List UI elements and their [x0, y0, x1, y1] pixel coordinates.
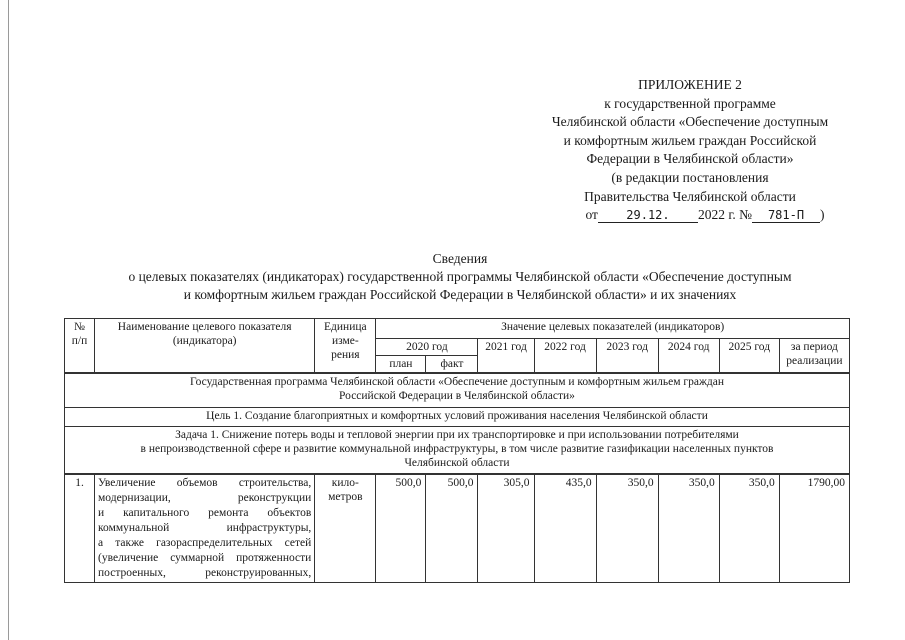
header-year-2020: 2020 год: [376, 339, 478, 356]
header-unit-line: рения: [331, 349, 360, 361]
header-num-line: №: [74, 321, 85, 333]
header-period: [779, 339, 849, 374]
table-row: [65, 474, 850, 583]
indicator-name-line: Увеличение объемов строительства,: [98, 477, 312, 489]
header-year: 2021 год: [478, 339, 534, 374]
program-title-line: Государственная программа Челябинской области «Обеспечение доступным и комфортным жильем граждан: [189, 376, 725, 388]
value-2024: 350,0: [658, 474, 719, 583]
header-year: 2024 год: [658, 339, 719, 374]
value-2022: 435,0: [534, 474, 596, 583]
appendix-line: к государственной программе: [604, 95, 776, 111]
goal-row: [65, 407, 850, 426]
header-name-line: (индикатора): [172, 335, 237, 347]
header-unit: [315, 319, 376, 374]
header-unit-line: изме-: [331, 335, 359, 347]
header-name: [95, 319, 315, 374]
appendix-date-line: [520, 206, 860, 225]
document-heading: [60, 250, 860, 305]
indicator-name-line: коммунальной инфраструктуры,: [98, 522, 312, 534]
header-values-group: Значение целевых показателей (индикаторов): [376, 319, 850, 339]
program-row: [65, 373, 850, 407]
program-title-cell: [65, 373, 850, 407]
header-name-line: Наименование целевого показателя: [117, 321, 292, 333]
value-2025: 350,0: [719, 474, 779, 583]
indicator-name-line: построенных, реконструированных,: [98, 567, 312, 579]
heading-title: Сведения: [432, 251, 488, 266]
header-plan: план: [376, 356, 426, 374]
decree-number-field: 781-П: [752, 208, 820, 223]
appendix-line: Правительства Челябинской области: [584, 188, 796, 204]
unit-line: метров: [328, 491, 363, 503]
header-period-line: за период: [790, 341, 838, 353]
appendix-title: ПРИЛОЖЕНИЕ 2: [638, 77, 742, 92]
header-year: 2023 год: [596, 339, 658, 374]
indicator-name-line: (увеличение суммарной протяженности: [98, 552, 312, 564]
header-year: 2022 год: [534, 339, 596, 374]
row-indicator-name: [95, 474, 315, 583]
value-2020-fact: 500,0: [426, 474, 478, 583]
header-num-line: п/п: [71, 335, 88, 347]
row-num: 1.: [65, 474, 95, 583]
header-num: [65, 319, 95, 374]
task-line: Челябинской области: [404, 456, 510, 469]
appendix-block: [520, 76, 860, 225]
value-period-total: 1790,00: [779, 474, 849, 583]
header-row: [65, 319, 850, 339]
close-paren: ): [820, 207, 825, 223]
appendix-line: Федерации в Челябинской области»: [586, 151, 794, 167]
year-text: 2022 г. №: [697, 207, 752, 223]
header-period-line: реализации: [786, 355, 843, 367]
task-row: [65, 426, 850, 474]
heading-line: и комфортным жильем граждан Российской Федерации в Челябинской области» и их значениях: [183, 287, 737, 303]
heading-line: о целевых показателях (индикаторах) государственной программы Челябинской области «Обеспечение доступным: [128, 269, 792, 285]
row-unit: [315, 474, 376, 583]
goal-cell: Цель 1. Создание благоприятных и комфортных условий проживания населения Челябинской области: [65, 407, 850, 426]
appendix-line: и комфортным жильем граждан Российской: [563, 132, 817, 148]
header-fact: факт: [426, 356, 478, 374]
indicators-table: [64, 318, 850, 583]
unit-line: кило-: [331, 477, 359, 489]
header-unit-line: Единица: [324, 321, 367, 333]
program-title-line: Российской Федерации в Челябинской области»: [339, 390, 575, 402]
value-2021: 305,0: [478, 474, 534, 583]
appendix-line: Челябинской области «Обеспечение доступным: [551, 114, 829, 130]
appendix-line: (в редакции постановления: [611, 169, 769, 185]
date-prefix: от: [585, 207, 598, 223]
task-cell: [65, 426, 850, 474]
task-line: в непроизводственной сфере и развитие коммунальной инфраструктуры, в том числе развитие газификации населенных пунктов: [140, 442, 774, 455]
header-year: 2025 год: [719, 339, 779, 374]
indicator-name-line: и капитального ремонта объектов: [98, 507, 312, 519]
date-field: 29.12.: [598, 208, 698, 223]
indicator-name-line: а также газораспределительных сетей: [98, 537, 312, 549]
page-edge-line: [8, 0, 9, 640]
indicator-name-line: модернизации, реконструкции: [98, 492, 312, 504]
value-2020-plan: 500,0: [376, 474, 426, 583]
value-2023: 350,0: [596, 474, 658, 583]
task-line: Задача 1. Снижение потерь воды и тепловой энергии при их транспортировке и при использовании потребителями: [175, 428, 739, 441]
